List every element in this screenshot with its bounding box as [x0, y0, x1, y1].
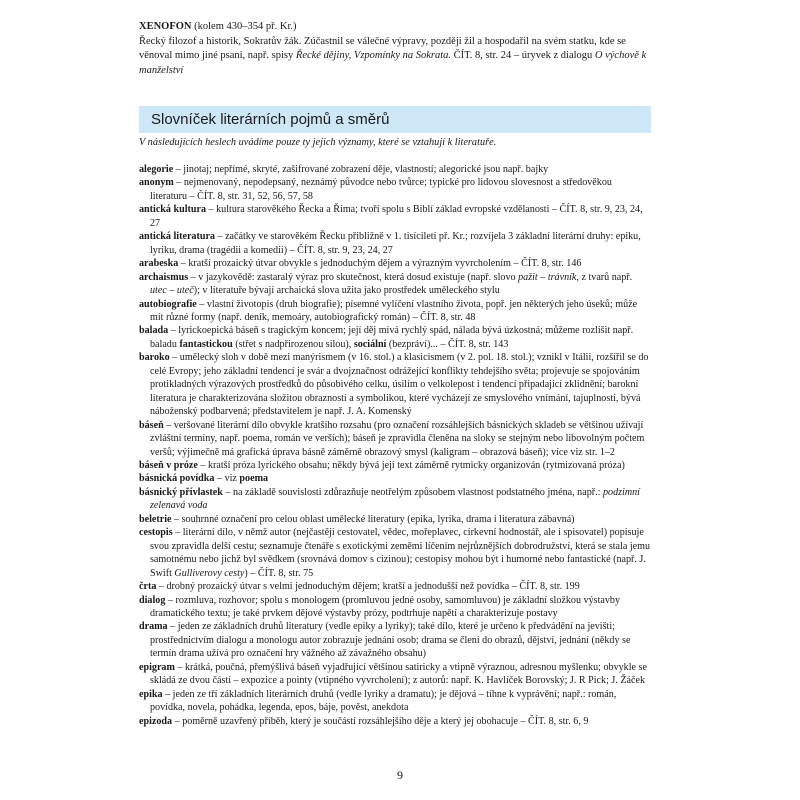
glossary-list: [139, 163, 651, 728]
entry-term: beletrie: [139, 513, 172, 525]
author-works: Řecké dějiny, Vzpomínky na Sokrata.: [295, 50, 452, 61]
entry-keyword: poema: [239, 473, 269, 485]
entry-anonym: [139, 176, 651, 203]
entry-baroko: [139, 351, 651, 418]
entry-arabeska: [139, 257, 651, 270]
entry-term: archaismus: [139, 271, 189, 283]
entry-text: – umělecký sloh v době mezi manýrismem (v 16. stol.) a klasicismem (v 2. pol. 18. stol.); vznikl v Itálii, rozšířil se do celé Evropy; jeho základní tendencí je svár a dvojznačnost odrážející konflikty tehdejšího světa; projevuje se spojováním protikladných výrazových prostředků do působivého celku, úsilím o velkolepost i tendencí připadající zklidnění; barokní literatura je charakterizována složitou obrazností a symbolikou, které vycházejí ze smyslového vnímání, tajuplností, bývá náboženský podbarvená; představitelem je např. J. A. Komenský: [150, 352, 649, 418]
entry-keyword: sociální: [353, 338, 387, 350]
page-content: [139, 20, 651, 728]
entry-basnicky-privlastek: [139, 486, 651, 513]
entry-term: arabeska: [139, 258, 179, 270]
entry-alegorie: [139, 163, 651, 176]
entry-text: – kratší prozaický útvar obvykle s jednoduchým dějem a výrazným vyvrcholením – ČÍT. 8, str. 146: [178, 258, 582, 270]
entry-anticka-kultura: [139, 203, 651, 230]
entry-text: – nejmenovaný, nepodepsaný, neznámý původce nebo tvůrce; typické pro lidovou slovesnost a středověkou literaturu – ČÍT. 8, str. 31, 52, 56, 57, 58: [150, 177, 612, 202]
entry-autobiografie: [139, 298, 651, 325]
author-name: XENOFON: [139, 21, 192, 32]
author-heading: [139, 20, 651, 35]
entry-term: baroko: [139, 352, 170, 364]
entry-text: – vlastní životopis (druh biografie); písemné vylíčení vlastního života, popř. jen některých jeho úseků; může mít různé formy (např. deník, memoáry, autobiografický román) – ČÍT. 8, str. 48: [150, 298, 638, 323]
entry-term: alegorie: [139, 164, 174, 175]
entry-anticka-literatura: [139, 230, 651, 257]
author-entry: [139, 20, 651, 78]
section-heading-bar: [139, 106, 651, 133]
entry-text: – lyrickoepická báseň s tragickým koncem; její děj mívá rychlý spád, nálada bývá úzkostná; můžeme rozlišit např. baladu: [150, 325, 634, 350]
entry-epika: [139, 688, 651, 715]
entry-text: (bezpráví)... – ČÍT. 8, str. 143: [386, 338, 509, 350]
entry-text: – viz: [214, 473, 240, 485]
entry-text: – drobný prozaický útvar s velmi jednoduchým dějem; kratší a jednodušší než povídka – ČÍT. 8, str. 199: [156, 581, 580, 593]
entry-balada: [139, 324, 651, 351]
entry-text: – poměrně uzavřený příběh, který je součástí rozsáhlejšího děje a který jej obohacuje – ČÍT. 8, str. 6, 9: [172, 715, 589, 727]
entry-dialog: [139, 594, 651, 621]
entry-text: – jeden ze tří základních literárních druhů (vedle lyriky a dramatu); je dějová – tíhne k vyprávění; např.: román, povídka, novela, pohádka, legenda, epos, báje, pověst, anekdota: [150, 688, 617, 714]
entry-crta: [139, 580, 651, 593]
entry-italic: podzimní zelenavá voda: [150, 486, 640, 512]
entry-italic: utec – uteč: [150, 285, 194, 297]
entry-archaismus: [139, 271, 651, 298]
entry-text: – začátky ve starověkém Řecku přibližně v 1. tisíciletí př. Kr.; rozvíjela 3 základní literární druhy: epiku, lyriku, drama (tragédii a komedii) – ČÍT. 8, str. 9, 23, 24, 27: [150, 231, 641, 256]
entry-beletrie: [139, 513, 651, 526]
entry-term: báseň: [139, 419, 164, 431]
section-title: Slovníček literárních pojmů a směrů: [151, 111, 390, 128]
author-description: [139, 35, 651, 79]
entry-text: – kultura starověkého Řecka a Říma; tvoří spolu s Biblí základ evropské vzdělanosti – ČÍT. 8, str. 9, 23, 24, 27: [150, 204, 643, 229]
entry-term: drama: [139, 621, 168, 633]
entry-term: autobiografie: [139, 298, 197, 310]
entry-term: antická kultura: [139, 204, 207, 216]
entry-term: balada: [139, 325, 169, 337]
entry-term: anonym: [139, 177, 174, 189]
entry-basnicka-povidka: [139, 472, 651, 485]
author-desc-a: Řecký filozof a historik, Sokratův žák. Zúčastnil se válečné výpravy, později žil a hospodařil na svém statku, kde se věnoval mimo jiné psaní, např. spisy: [139, 35, 626, 61]
entry-term: báseň v próze: [139, 459, 198, 471]
entry-basen-v-proze: [139, 459, 651, 472]
entry-term: črta: [139, 581, 157, 593]
entry-term: básnická povídka: [139, 473, 215, 485]
entry-text: – jeden ze základních druhů literatury (vedle epiky a lyriky); také dílo, které je určeno k předvádění na jevišti; prostřednictvím dialogu a monologu autor zobrazuje jednání osob; drama se člení do obrazů, dějství, jednání (někdy se termín drama užívá pro označení hry vážného až závažného obsahu): [150, 621, 631, 660]
entry-term: epika: [139, 688, 163, 700]
entry-term: básnický přívlastek: [139, 486, 223, 498]
entry-term: cestopis: [139, 527, 173, 539]
page-number: 9: [397, 768, 403, 782]
author-desc-b: ČÍT. 8, str. 24 – úryvek z dialogu: [451, 50, 595, 61]
entry-epigram: [139, 661, 651, 688]
entry-term: antická literatura: [139, 231, 215, 243]
entry-italic: Gulliverovy cesty: [174, 567, 245, 579]
entry-text: – v jazykovědě: zastaralý výraz pro skutečnost, která dosud existuje (např. slovo: [188, 271, 519, 283]
entry-keyword: fantastickou: [179, 338, 233, 350]
entry-epizoda: [139, 715, 651, 728]
entry-text: – souhrnné označení pro celou oblast umělecké literatury (epika, lyrika, drama i literatura zábavná): [171, 513, 575, 525]
author-dialog: O výchově k manželství: [139, 50, 647, 76]
entry-term: epizoda: [139, 715, 173, 727]
entry-text: – literární dílo, v němž autor (nejčastěji cestovatel, vědec, mořeplavec, církevní hodnostář, ale i spisovatel) popisuje svou zpravidla delší cestu; seznamuje čtenáře s exotickými zeměmi líčením nejrůznějších dobrodružství, která se stala jemu samotnému nebo jichž byl svědkem (srovnává domov s cizinou); cestopisy mohou být i humorné nebo fantastické (např. J. Swift: [150, 527, 651, 579]
entry-text: ) – ČÍT. 8, str. 75: [244, 567, 314, 579]
entry-term: dialog: [139, 594, 166, 606]
entry-term: epigram: [139, 661, 175, 673]
section-intro: V následujících heslech uvádíme pouze ty jejich významy, které se vztahují k literatuře.: [139, 137, 497, 148]
entry-text: , z tvarů např.: [576, 271, 633, 283]
entry-text: – kratší próza lyrického obsahu; někdy bývá její text záměrně rytmicky organizován (rytmizovaná próza): [197, 459, 625, 471]
entry-text: – rozmluva, rozhovor; spolu s monologem (promluvou jedné osoby, samomluvou) je základní složkou výstavby dramatického textu; je také prvkem dějové výstavby prózy, podtrhuje napětí a charakterizuje postavy: [150, 594, 620, 619]
entry-text: – veršované literární dílo obvykle kratšího rozsahu (pro označení rozsáhlejších básnických skladeb se většinou užívají zvláštní termíny, např. poema, román ve verších); báseň je zpravidla členěna na sloky se stejným nebo libovolným počtem veršů; výjimečně má grafická úprava básně záměrně obrazový smysl (kaligram – obrazová báseň); více viz str. 1–2: [150, 419, 645, 458]
entry-drama: [139, 620, 651, 660]
entry-italic: pažit – trávník: [518, 271, 577, 283]
entry-text: (střet s nadpřirozenou silou),: [232, 338, 354, 350]
entry-cestopis: [139, 526, 651, 580]
author-dates: (kolem 430–354 př. Kr.): [191, 21, 297, 32]
entry-basen: [139, 419, 651, 459]
entry-text: – na základě souvislosti zdůrazňuje neotřelým způsobem vlastnost podstatného jména, např.:: [222, 486, 603, 498]
entry-text: ); v literatuře bývají archaická slova užita jako prostředek uměleckého stylu: [193, 285, 500, 297]
entry-text: – krátká, poučná, přemýšlivá báseň vyjadřující většinou satiricky a vtipně výraznou, adresnou myšlenku; obvykle se skládá ze dvou částí – expozice a pointy (vtipného vyvrcholení); z autorů: např. K. Havlíček Borovský; J. R Pick; J. Žáček: [150, 661, 647, 687]
entry-text: – jinotaj; nepřímé, skryté, zašifrované zobrazení děje, vlastností; alegorické jsou např. bajky: [173, 164, 549, 175]
